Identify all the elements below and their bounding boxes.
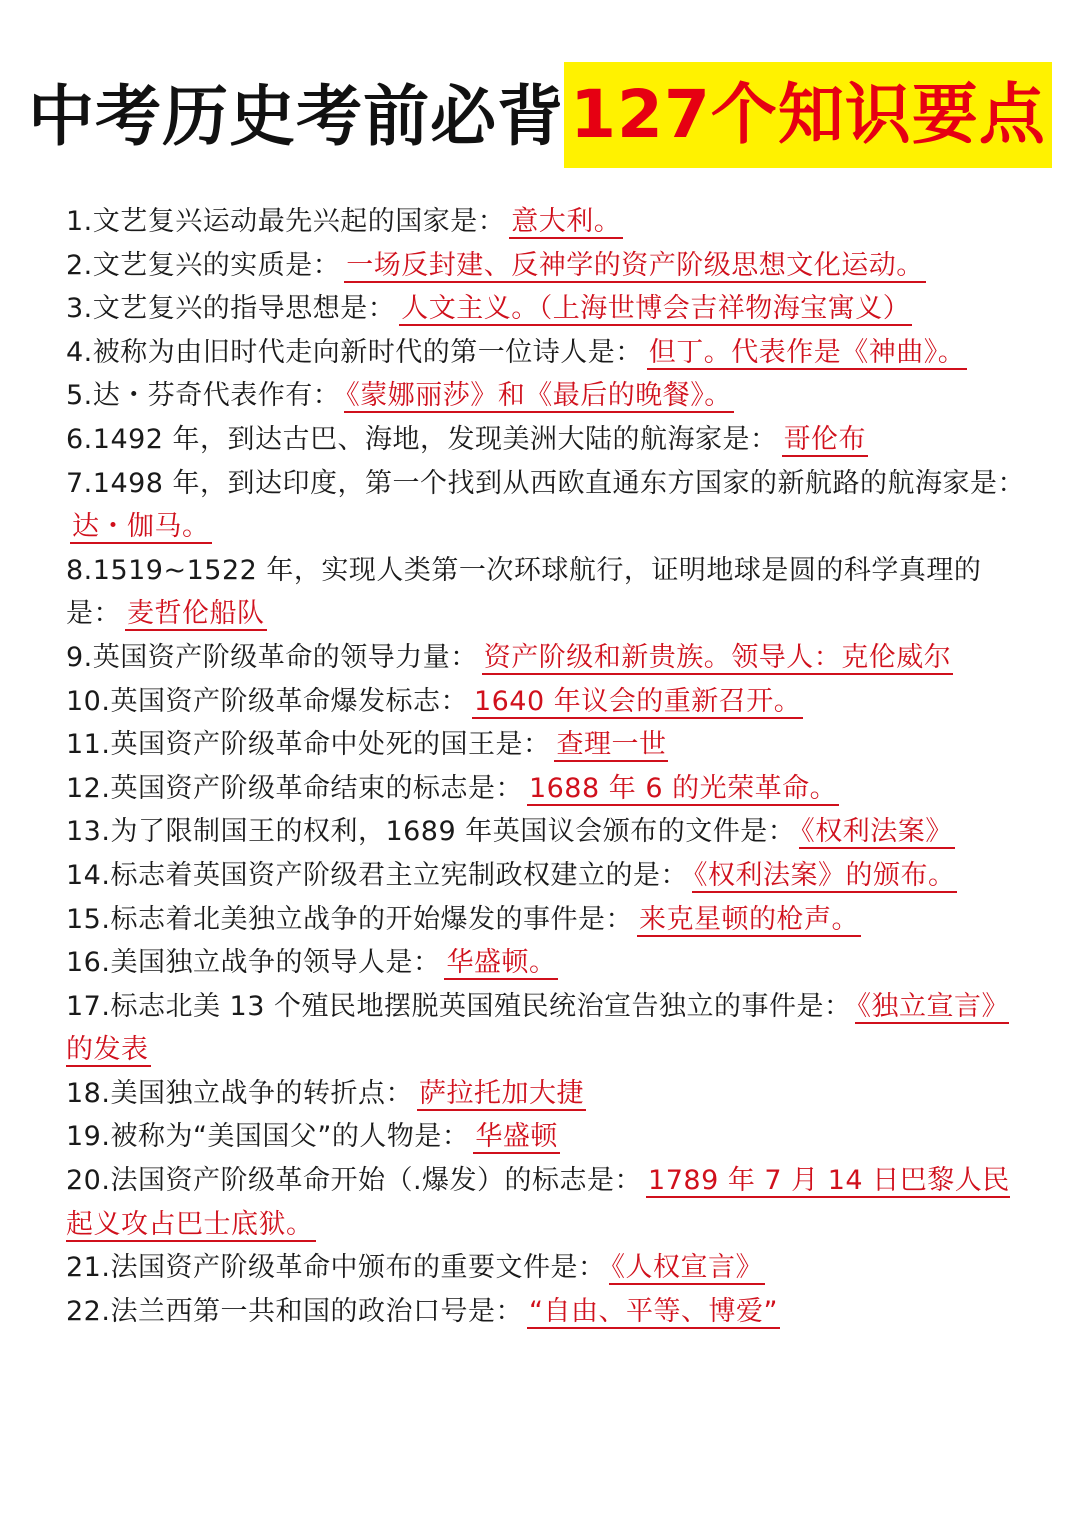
list-item: [66, 810, 1026, 854]
list-item: [66, 723, 1026, 767]
question-text: 9.英国资产阶级革命的领导力量：: [66, 641, 478, 673]
answer-text: 意大利。: [511, 206, 622, 237]
answer-text: 资产阶级和新贵族。领导人：克伦威尔: [483, 641, 952, 673]
answer-text: 《权利法案》: [801, 816, 953, 848]
answer-text: 萨拉托加大捷: [418, 1077, 584, 1109]
list-item: [66, 1115, 1026, 1159]
list-item: [66, 331, 1026, 375]
knowledge-list: [66, 200, 1026, 1333]
answer-text: 查理一世: [556, 729, 667, 761]
answer-text: 《蒙娜丽莎》和《最后的晚餐》。: [346, 380, 732, 412]
answer-text: 《人权宣言》: [611, 1252, 763, 1284]
question-text: 15.标志着北美独立战争的开始爆发的事件是：: [66, 903, 633, 935]
question-text: 19.被称为“美国国父”的人物是：: [66, 1121, 470, 1153]
answer-text: 麦哲伦船队: [127, 598, 265, 630]
list-item: [66, 287, 1026, 331]
answer-text: 来克星顿的枪声。: [638, 903, 859, 935]
answer-text: 1688 年 6 的光荣革命。: [528, 772, 838, 804]
question-text: 8.1519~1522 年，实现人类第一次环球航行，证明地球是圆的科学真理的是：: [66, 554, 982, 630]
list-item: [66, 636, 1026, 680]
question-text: 21.法国资产阶级革命中颁布的重要文件是：: [66, 1252, 606, 1284]
list-item: [66, 244, 1026, 288]
question-text: 2.文艺复兴的实质是：: [66, 249, 341, 281]
page-title: [0, 62, 1080, 172]
question-text: 6.1492 年，到达古巴、海地，发现美洲大陆的航海家是：: [66, 423, 778, 455]
list-item: [66, 1072, 1026, 1116]
question-text: 7.1498 年，到达印度，第一个找到从西欧直通东方国家的新航路的航海家是：: [66, 467, 1026, 499]
question-text: 18.美国独立战争的转折点：: [66, 1077, 413, 1109]
question-text: 3.文艺复兴的指导思想是：: [66, 293, 396, 325]
question-text: 16.美国独立战争的领导人是：: [66, 947, 441, 979]
list-item: [66, 941, 1026, 985]
list-item: [66, 1290, 1026, 1334]
answer-text: 一场反封建、反神学的资产阶级思想文化运动。: [346, 249, 924, 281]
list-item: [66, 680, 1026, 724]
answer-text: 《独立宣言》的发表: [66, 990, 1009, 1066]
answer-text: 1789 年 7 月 14 日巴黎人民起义攻占巴士底狱。: [66, 1165, 1010, 1240]
question-text: 17.标志北美 13 个殖民地摆脱英国殖民统治宣告独立的事件是：: [66, 990, 852, 1022]
answer-text: 达・伽马。: [72, 511, 210, 543]
question-text: 10.英国资产阶级革命爆发标志：: [66, 685, 468, 717]
answer-text: 哥伦布: [783, 423, 867, 455]
title-highlight-text: 127个知识要点: [564, 62, 1052, 168]
answer-text: 人文主义。（上海世博会吉祥物海宝寓义）: [401, 293, 911, 325]
answer-text: 华盛顿。: [446, 947, 557, 979]
list-item: [66, 854, 1026, 898]
answer-text: 1640 年议会的重新召开。: [473, 685, 802, 717]
answer-text: 但丁。代表作是《神曲》。: [648, 336, 966, 368]
answer-text: 华盛顿: [475, 1121, 558, 1153]
list-item: [66, 1246, 1026, 1290]
question-text: 1.文艺复兴运动最先兴起的国家是：: [66, 206, 506, 237]
list-item: [66, 1159, 1026, 1246]
list-item: [66, 767, 1026, 811]
list-item: [66, 898, 1026, 942]
list-item: [66, 374, 1026, 418]
question-text: 5.达・芬奇代表作有：: [66, 380, 341, 412]
list-item: [66, 418, 1026, 462]
list-item: [66, 985, 1026, 1072]
question-text: 13.为了限制国王的权利，1689 年英国议会颁布的文件是：: [66, 816, 796, 848]
question-text: 20.法国资产阶级革命开始（.爆发）的标志是：: [66, 1165, 643, 1197]
list-item: [66, 549, 1026, 636]
list-item: [66, 462, 1026, 549]
question-text: 12.英国资产阶级革命结束的标志是：: [66, 772, 523, 804]
question-text: 4.被称为由旧时代走向新时代的第一位诗人是：: [66, 336, 643, 368]
title-main-text: 中考历史考前必背: [28, 78, 565, 155]
question-text: 11.英国资产阶级革命中处死的国王是：: [66, 729, 551, 761]
question-text: 14.标志着英国资产阶级君主立宪制政权建立的是：: [66, 859, 688, 891]
answer-text: “自由、平等、博爱”: [528, 1295, 778, 1327]
list-item: [66, 200, 1026, 244]
question-text: 22.法兰西第一共和国的政治口号是：: [66, 1295, 523, 1327]
answer-text: 《权利法案》的颁布。: [693, 859, 956, 891]
